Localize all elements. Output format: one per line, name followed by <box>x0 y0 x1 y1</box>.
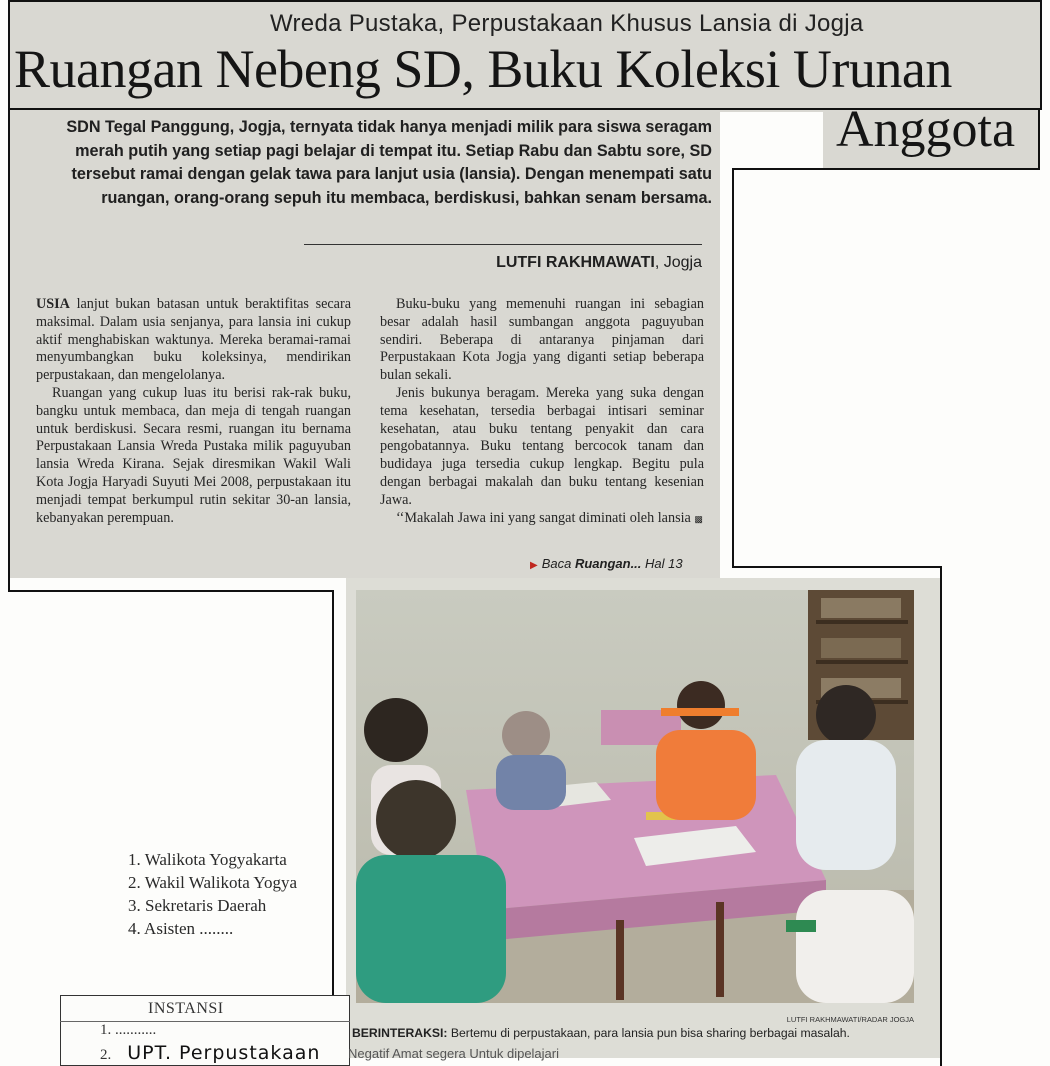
byline-name: LUTFI RAKHMAWATI <box>496 254 655 271</box>
photo-illustration <box>356 590 914 1003</box>
routing-item: 2. Wakil Walikota Yogya <box>128 873 297 892</box>
byline-divider <box>304 244 702 245</box>
routing-item: 4. Asisten ........ <box>128 919 234 938</box>
column-1-paragraph-1-text: lanjut bukan batasan untuk beraktifitas secara maksimal. Dalam usia senjanya, para lansia ini cukup aktif menghabiskan waktunya. Mereka beramai-ramai menyumbangkan buku koleksinya, mendirikan perpustakaan, dan mengelolanya. <box>36 296 351 384</box>
continue-prefix: Baca <box>541 556 575 571</box>
end-mark-icon: ▩ <box>694 513 703 524</box>
clip-outline-right-edge <box>1038 108 1040 170</box>
drop-lead-word: USIA <box>36 296 70 312</box>
photo-caption <box>352 1026 922 1040</box>
form-line-1: 1. ........... <box>100 1022 157 1038</box>
arrow-right-icon: ▶ <box>530 560 538 571</box>
form-checkbox-row: Negatif Amat segera Untuk dipelajari <box>348 1046 560 1061</box>
article-column-2 <box>380 296 704 528</box>
article-headline-continued: Anggota <box>836 101 1016 158</box>
routing-item: 3. Sekretaris Daerah <box>128 896 267 915</box>
continued-on-page <box>530 556 683 571</box>
column-2-paragraph-2: Jenis bukunya beragam. Mereka yang suka dengan tema kesehatan, tersedia berbagai intisari seminar kesehatan, atau buku tentang penyakit dan cara pengobatannya. Buku tentang bercocok tanam dan budidaya juga tersedia cukup lengkap. Begitu pula dengan berbagai makalah dan buku tentang kesenian Jawa. <box>380 384 704 508</box>
column-1-paragraph-1 <box>36 296 351 385</box>
form-line-2 <box>100 1042 320 1064</box>
routing-item: 1. Walikota Yogyakarta <box>128 850 287 869</box>
routing-list <box>128 848 297 940</box>
column-2-paragraph-3-text: ‘‘Makalah Jawa ini yang sangat diminati oleh lansia <box>396 509 691 526</box>
clip-outline-photo-right <box>940 566 942 1066</box>
photo-credit: LUTFI RAKHMAWATI/RADAR JOGJA <box>786 1015 914 1024</box>
clip-outline-bottom-left <box>8 590 334 592</box>
article-lead: SDN Tegal Panggung, Jogja, ternyata tidak hanya menjadi milik para siswa seragam merah putih yang setiap pagi belajar di tempat itu. Setiap Rabu dan Sabtu sore, SD tersebut ramai dengan gelak tawa para lanjut usia (lansia). Dengan menempati satu ruangan, orang-orang sepuh itu membaca, berdiskusi, bahkan senam bersama. <box>66 118 712 207</box>
clip-outline-right-top <box>732 168 1040 170</box>
clip-outline-photo-top <box>732 566 942 568</box>
form-line-2-number: 2. <box>100 1047 112 1063</box>
column-2-paragraph-3 <box>380 510 704 529</box>
byline-place: , Jogja <box>654 254 702 271</box>
caption-text: Bertemu di perpustakaan, para lansia pun bisa sharing berbagai masalah. <box>447 1026 850 1040</box>
column-1-paragraph-2: Ruangan yang cukup luas itu berisi rak-rak buku, bangku untuk membaca, dan meja di tengah ruangan untuk berdiskusi. Secara resmi, ruangan itu bernama Perpustakaan Lansia Wreda Pustaka milik paguyuban lansia Wreda Kirana. Sejak diresmikan Wakil Wali Kota Jogja Haryadi Suyuti Mei 2008, perpustakaan itu menjadi tempat berkumpul rutin sekitar 30-an lansia, kebanyakan perempuan. <box>36 384 351 526</box>
article-byline <box>440 254 702 272</box>
clip-outline-right <box>732 170 734 566</box>
handwritten-entry: UPT. Perpustakaan <box>127 1042 321 1064</box>
continue-target: Ruangan... <box>574 556 642 571</box>
column-2-paragraph-1: Buku-buku yang memenuhi ruangan ini sebagian besar adalah hasil sumbangan anggota paguyuban sendiri. Beberapa di antaranya pinjaman dari Perpustakaan Kota Jogja yang diganti setiap beberapa bulan sekali. <box>380 296 704 384</box>
form-title: INSTANSI <box>148 1000 224 1017</box>
continue-page: Hal 13 <box>641 556 683 571</box>
article-photo <box>356 590 914 1003</box>
caption-label: BERINTERAKSI: <box>352 1026 448 1040</box>
article-column-1 <box>36 296 351 527</box>
article-kicker: Wreda Pustaka, Perpustakaan Khusus Lansia di Jogja <box>270 10 864 37</box>
article-headline: Ruangan Nebeng SD, Buku Koleksi Urunan <box>14 39 952 99</box>
